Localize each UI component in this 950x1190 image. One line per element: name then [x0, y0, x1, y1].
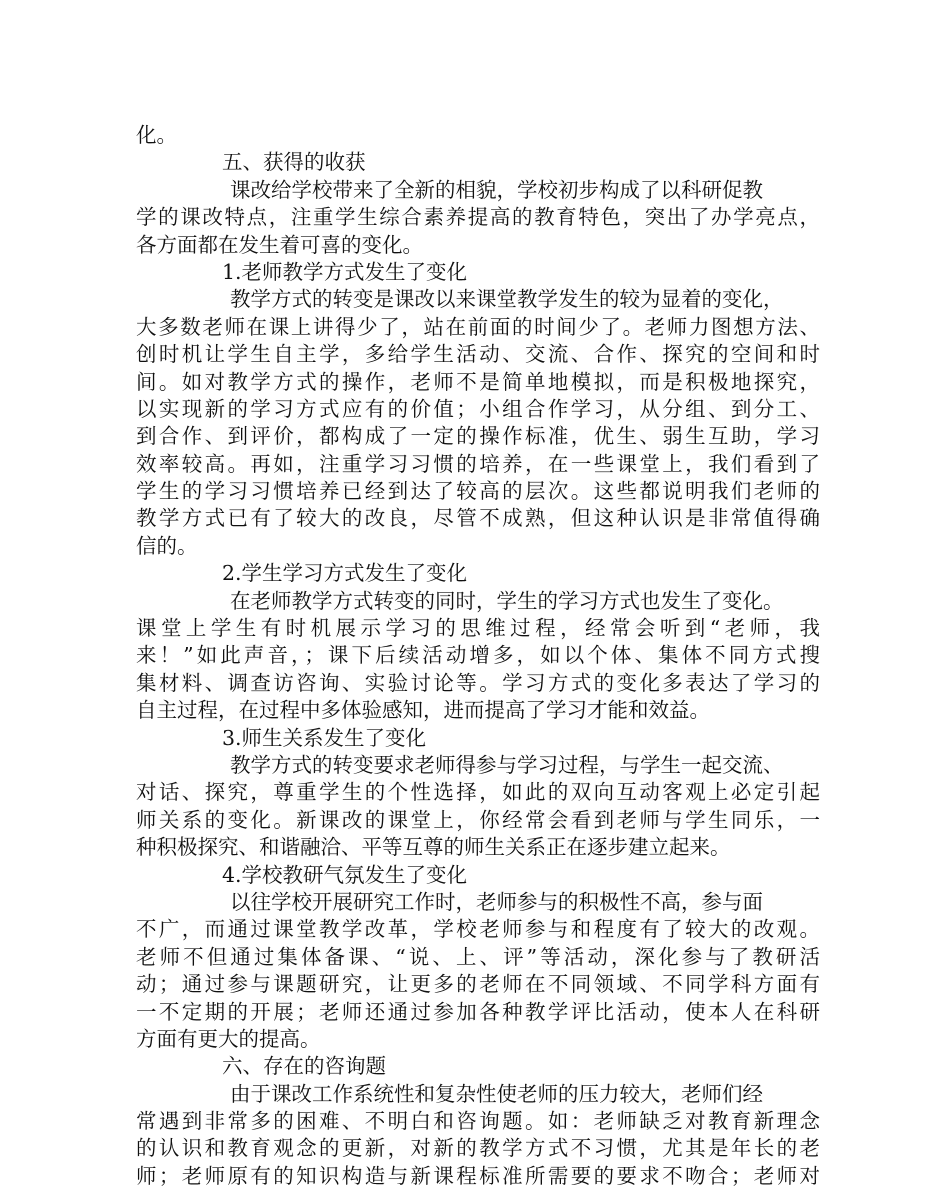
paragraph-line: 以实现新的学习方式应有的价值；小组合作学习，从分组、到分工、	[136, 396, 820, 421]
paragraph-line: 一不定期的开展；老师还通过参加各种教学评比活动，使本人在科研	[136, 999, 820, 1024]
paragraph-last-line: 自主过程，在过程中多体验感知，进而提高了学习才能和效益。	[136, 698, 710, 723]
section-heading: 1.老师教学方式发生了变化	[222, 259, 468, 284]
paragraph-first-line: 教学方式的转变是课改以来课堂教学发生的较为显着的变化，	[230, 287, 784, 312]
paragraph-line: 创时机让学生自主学，多给学生活动、交流、合作、探究的空间和时	[136, 342, 820, 367]
paragraph-line: 集材料、调查访咨询、实验讨论等。学习方式的变化多表达了学习的	[136, 670, 820, 695]
section-heading: 五、获得的收获	[222, 150, 366, 175]
paragraph-line: 师关系的变化。新课改的课堂上，你经常会看到老师与学生同乐，一	[136, 807, 820, 832]
paragraph-last-line: 方面有更大的提高。	[136, 1026, 321, 1051]
paragraph-first-line: 由于课改工作系统性和复杂性使老师的压力较大，老师们经	[230, 1081, 763, 1106]
paragraph-first-line: 教学方式的转变要求老师得参与学习过程，与学生一起交流、	[230, 752, 784, 777]
section-heading: 2.学生学习方式发生了变化	[222, 561, 468, 586]
section-heading: 六、存在的咨询题	[222, 1054, 386, 1079]
paragraph-last-line: 信的。	[136, 533, 198, 558]
paragraph-line: 动；通过参与课题研究，让更多的老师在不同领域、不同学科方面有	[136, 972, 820, 997]
paragraph-line: 老师不但通过集体备课、“说、上、评”等活动，深化参与了教研活	[136, 944, 820, 969]
paragraph-last-line: 种积极探究、和谐融洽、平等互尊的师生关系正在逐步建立起来。	[136, 835, 731, 860]
paragraph-line: 不广，而通过课堂教学改革，学校老师参与和程度有了较大的改观。	[136, 917, 820, 942]
paragraph-first-line: 课改给学校带来了全新的相貌，学校初步构成了以科研促教	[230, 177, 763, 202]
section-heading: 3.师生关系发生了变化	[222, 725, 427, 750]
paragraph-line: 常遇到非常多的困难、不明白和咨询题。如：老师缺乏对教育新理念	[136, 1109, 820, 1134]
paragraph-line: 效率较高。再如，注重学习习惯的培养，在一些课堂上，我们看到了	[136, 451, 820, 476]
paragraph-line: 大多数老师在课上讲得少了，站在前面的时间少了。老师力图想方法、	[136, 314, 820, 339]
paragraph-line: 到合作、到评价，都构成了一定的操作标准，优生、弱生互助，学习	[136, 424, 820, 449]
paragraph-line: 间。如对教学方式的操作，老师不是简单地模拟，而是积极地探究，	[136, 369, 820, 394]
paragraph-line: 学的课改特点，注重学生综合素养提高的教育特色，突出了办学亮点，	[136, 205, 820, 230]
paragraph-line: 学生的学习习惯培养已经到达了较高的层次。这些都说明我们老师的	[136, 479, 820, 504]
paragraph-line: 教学方式已有了较大的改良，尽管不成熟，但这种认识是非常值得确	[136, 506, 820, 531]
paragraph-first-line: 以往学校开展研究工作时，老师参与的积极性不高，参与面	[230, 889, 763, 914]
document-body	[136, 122, 820, 1190]
paragraph-line: 对话、探究，尊重学生的个性选择，如此的双向互动客观上必定引起	[136, 780, 820, 805]
paragraph-line: 的认识和教育观念的更新，对新的教学方式不习惯，尤其是年长的老	[136, 1136, 820, 1161]
paragraph-line: 课堂上学生有时机展示学习的思维过程，经常会听到“老师，我	[136, 616, 820, 641]
paragraph-last-line: 化。	[136, 123, 177, 147]
section-heading: 4.学校教研气氛发生了变化	[222, 862, 468, 887]
paragraph-last-line: 各方面都在发生着可喜的变化。	[136, 232, 423, 257]
paragraph-first-line: 在老师教学方式转变的同时，学生的学习方式也发生了变化。	[230, 588, 784, 613]
paragraph-line: 来！”如此声音，；课下后续活动增多，如以个体、集体不同方式搜	[136, 643, 820, 668]
paragraph-line: 师；老师原有的知识构造与新课程标准所需要的要求不吻合；老师对	[136, 1163, 820, 1188]
